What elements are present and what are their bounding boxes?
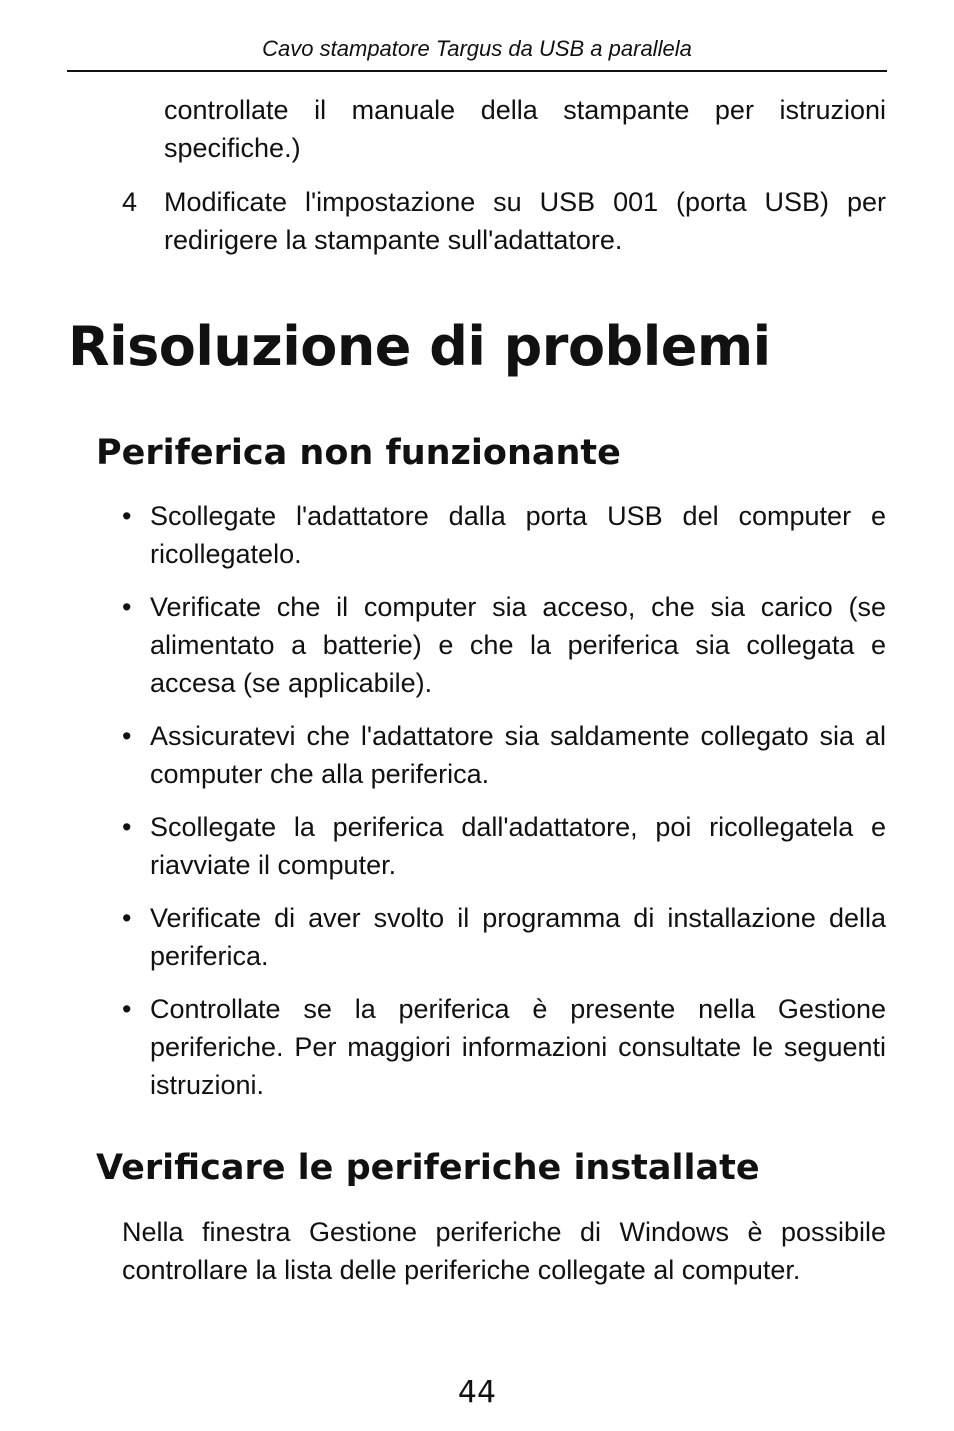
list-item-text: Scollegate l'adattatore dalla porta USB del computer e ricollegatelo. [150, 501, 886, 569]
list-item-text: Controllate se la periferica è presente nella Gestione periferiche. Per maggiori informazioni consultate le seguenti istruzioni. [150, 994, 886, 1100]
list-item-text: Scollegate la periferica dall'adattatore, poi ricollegatela e riavviate il computer. [150, 812, 886, 880]
bullet-icon: • [122, 994, 132, 1024]
bullet-icon: • [122, 501, 132, 531]
list-item [122, 990, 886, 1104]
main-heading: Risoluzione di problemi [68, 315, 771, 378]
bullet-icon: • [122, 812, 132, 842]
step-text: Modificate l'impostazione su USB 001 (porta USB) per redirigere la stampante sull'adattatore. [164, 187, 886, 255]
section2-paragraph: Nella finestra Gestione periferiche di Windows è possibile controllare la lista delle periferiche collegate al computer. [122, 1217, 886, 1285]
list-item [122, 717, 886, 793]
bullet-icon: • [122, 592, 132, 622]
bullet-icon: • [122, 903, 132, 933]
running-header: Cavo stampatore Targus da USB a parallela [262, 36, 692, 61]
section-heading-periferica: Periferica non funzionante [96, 433, 621, 473]
continuation-paragraph: controllate il manuale della stampante per istruzioni specifiche.) [164, 95, 886, 163]
list-item [122, 588, 886, 702]
bullet-icon: • [122, 721, 132, 751]
page-number: 44 [457, 1375, 497, 1410]
header-divider [67, 70, 887, 72]
troubleshooting-bullet-list [122, 497, 886, 1119]
list-item [122, 899, 886, 975]
step-number: 4 [122, 187, 138, 217]
section-heading-verificare: Verificare le periferiche installate [96, 1148, 760, 1188]
list-item-text: Verificate che il computer sia acceso, che sia carico (se alimentato a batterie) e che la periferica sia collegata e accesa (se applicabile). [150, 592, 886, 698]
list-item-text: Assicuratevi che l'adattatore sia saldamente collegato sia al computer che alla periferica. [150, 721, 886, 789]
list-item [122, 497, 886, 573]
list-item-text: Verificate di aver svolto il programma di installazione della periferica. [150, 903, 886, 971]
list-item [122, 808, 886, 884]
